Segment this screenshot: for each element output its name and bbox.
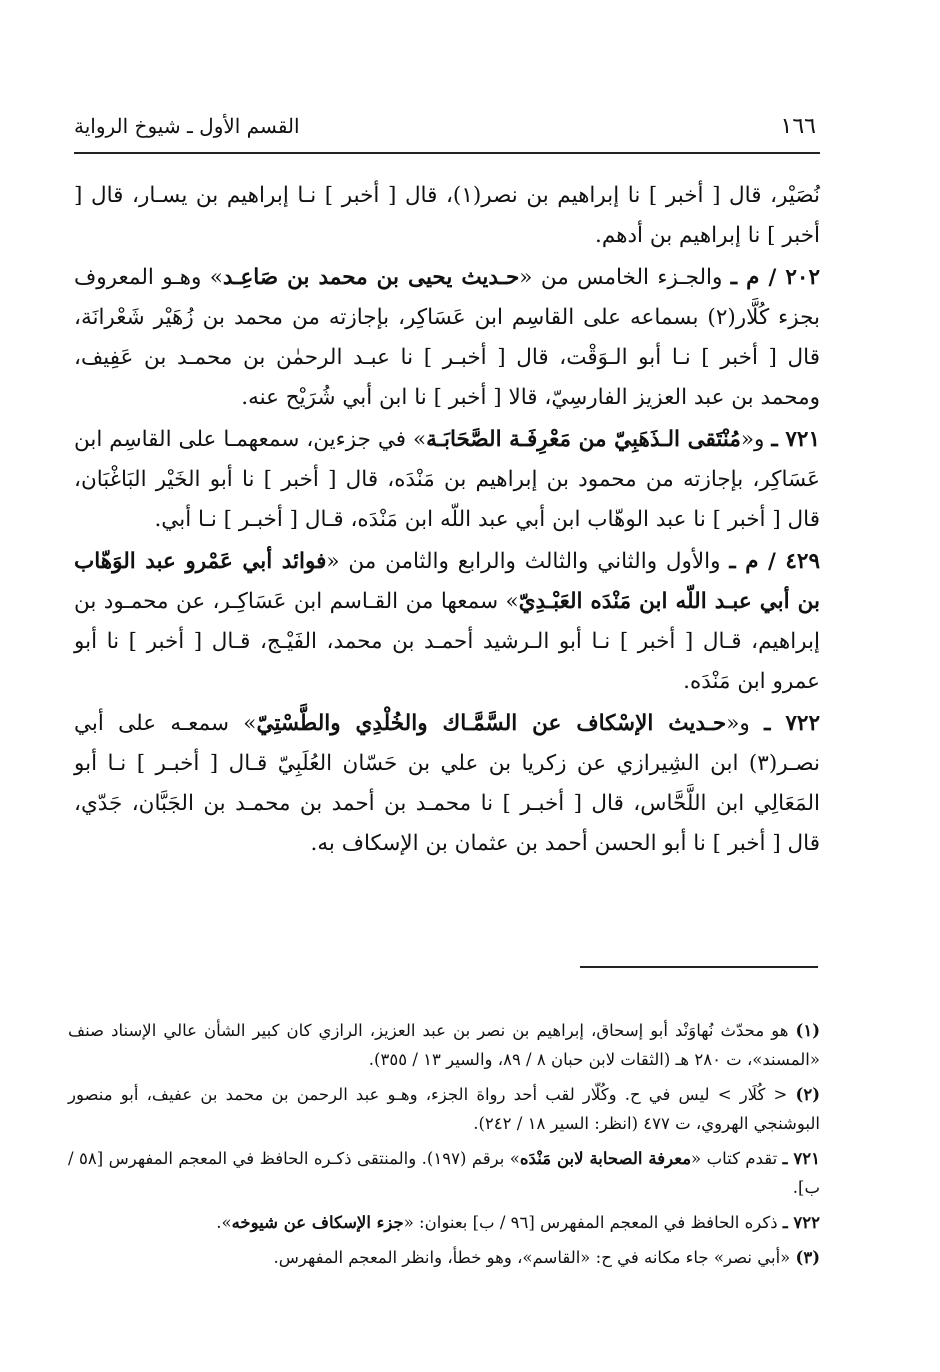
footnote-label: (٢): [795, 1085, 820, 1104]
entry-202: [74, 258, 820, 418]
paragraph: [74, 176, 820, 256]
entry-book-title: فوائد أبي عَمْرو عبد الوَهّاب بن أبي عبـد اللّه ابن مَنْدَه العَبْـدِيّ: [74, 549, 820, 614]
footnote-text: ».: [216, 1213, 232, 1232]
entry-text: » وهـو المعروف بجزء كُلَّار(٢) بسماعه على القاسِم ابن عَسَاكِر، بإجازته من محمد بن زُهَيْر شَعْرانَة، قال [ أخبر ] نـا أبو الـوَقْت، قال [ أخبـر ] نا عبـد الرحمٰن بن محمـد بن عَفِيف، ومحمد بن عبد العزيز الفارسِيّ، قالا [ أخبر ] نا ابن أبي شُرَيْح عنه.: [74, 265, 820, 410]
footnote-label: ٧٢٢ ـ: [782, 1213, 820, 1232]
page-number: ١٦٦: [780, 114, 816, 139]
footnote-text: تقدم كتاب «: [691, 1149, 778, 1168]
footnote-separator: [580, 966, 818, 968]
entry-number: ٢٠٢ / م ـ: [730, 265, 820, 290]
footnote-text: هو محدّث نُهاوَنْد أبو إسحاق، إبراهيم بن نصر بن عبد العزيز، الرازي كان كبير الشأن عالي الإسناد صنف «المسند»، ت ٢٨٠ هـ (الثقات لابن حبان ٨ / ٨٩، والسير ١٣ / ٣٥٥).: [68, 1021, 820, 1069]
footnote-book-title: جزء الإسكاف عن شيوخه: [231, 1213, 404, 1232]
entry-number: ٧٢١ ـ: [771, 427, 820, 452]
entry-book-title: حـديث يحيى بن محمد بن صَاعِـد: [222, 265, 520, 290]
footnotes: [68, 1016, 820, 1278]
main-text: [74, 176, 820, 866]
entry-text: » في جزءين، سمعهمـا على القاسِم ابن عَسَاكِر، بإجازته من محمود بن إبراهيم بن مَنْدَه، قال [ أخبر ] نا أبو الخَيْر البَاغْبَان، قال [ أخبر ] نا عبد الوهّاب ابن أبي عبد اللّه ابن مَنْدَه، قـال [ أخبـر ] نـا أبي.: [74, 427, 820, 532]
running-title: القسم الأول ـ شيوخ الرواية: [74, 114, 300, 138]
footnote-text: «أبي نصر» جاء مكانه في ح: «القاسم»، وهو خطأ، وانظر المعجم المفهرس.: [273, 1248, 791, 1267]
footnote-2: [68, 1080, 820, 1138]
entry-number: ٧٢٢ ـ: [764, 711, 821, 736]
footnote-text: » برقم (١٩٧). والمنتقى ذكـره الحافظ في المعجم المفهرس [٥٨ / ب].: [68, 1149, 820, 1197]
footnote-721: [68, 1144, 820, 1202]
footnote-label: (٣): [795, 1248, 820, 1267]
entry-book-title: مُنْتَقى الـذَهَبِيّ من مَعْرِفَـة الصَّحَابَـة: [426, 427, 741, 452]
entry-722: [74, 704, 820, 864]
entry-721: [74, 420, 820, 540]
entry-text: » سمعـه على أبي نصـر(٣) ابن الشِيرازي عن زكريا بن علي بن حَسّان العُلَبِيّ قـال [ أخبـر ] نـا أبو المَعَالِي ابن اللَّحَّاس، قال [ أخبـر ] نا محمـد بن أحمد بن محمـد بن الجَبَّان، جَدّي، قال [ أخبر ] نا أبو الحسن أحمد بن عثمان بن الإسكاف به.: [74, 711, 820, 856]
footnote-book-title: معرفة الصحابة لابن مَنْدَه: [519, 1149, 692, 1168]
entry-text: والجـزء الخامس من «: [519, 265, 723, 290]
entry-text: والأول والثاني والثالث والرابع والثامن من «: [326, 549, 721, 574]
paragraph-text: نُصَيْر، قال [ أخبر ] نا إبراهيم بن نصر(١)، قال [ أخبر ] نـا إبراهيم بن يسـار، قال [ أخبر ] نا إبراهيم بن أدهم.: [74, 183, 821, 248]
entry-number: ٤٢٩ / م ـ: [729, 549, 821, 574]
page-header: [74, 112, 820, 152]
footnote-text: ذكره الحافظ في المعجم المفهرس [٩٦ / ب] بعنوان: «: [403, 1213, 778, 1232]
entry-text: » سمعها من القـاسم ابن عَسَاكِـر، عن محمـود بن إبراهيم، قـال [ أخبر ] نـا أبو الـرشيد أحمـد بن محمد، الفَيْـج، قـال [ أخبر ] نا أبو عمرو ابن مَنْدَه.: [74, 589, 820, 694]
footnote-722: [68, 1208, 820, 1237]
footnote-label: ٧٢١ ـ: [782, 1149, 820, 1168]
footnote-3: [68, 1243, 820, 1272]
footnote-label: (١): [795, 1021, 820, 1040]
entry-text: و«: [740, 427, 765, 452]
footnote-text: < كُلَار > ليس في ح. وكُلّار لقب أحد رواة الجزء، وهـو عبد الرحمن بن محمد بن عفيف، أبو منصور البوشنجي الهروي، ت ٤٧٧ (انظر: السير ١٨ / ٢٤٢).: [68, 1085, 820, 1133]
entry-book-title: حـديث الإسْكاف عن السَّمَّـاك والخُلْدِي والطَّسْتِيّ: [256, 711, 727, 736]
entry-text: و«: [726, 711, 750, 736]
entry-429: [74, 542, 820, 702]
footnote-1: [68, 1016, 820, 1074]
header-rule: [74, 152, 820, 154]
